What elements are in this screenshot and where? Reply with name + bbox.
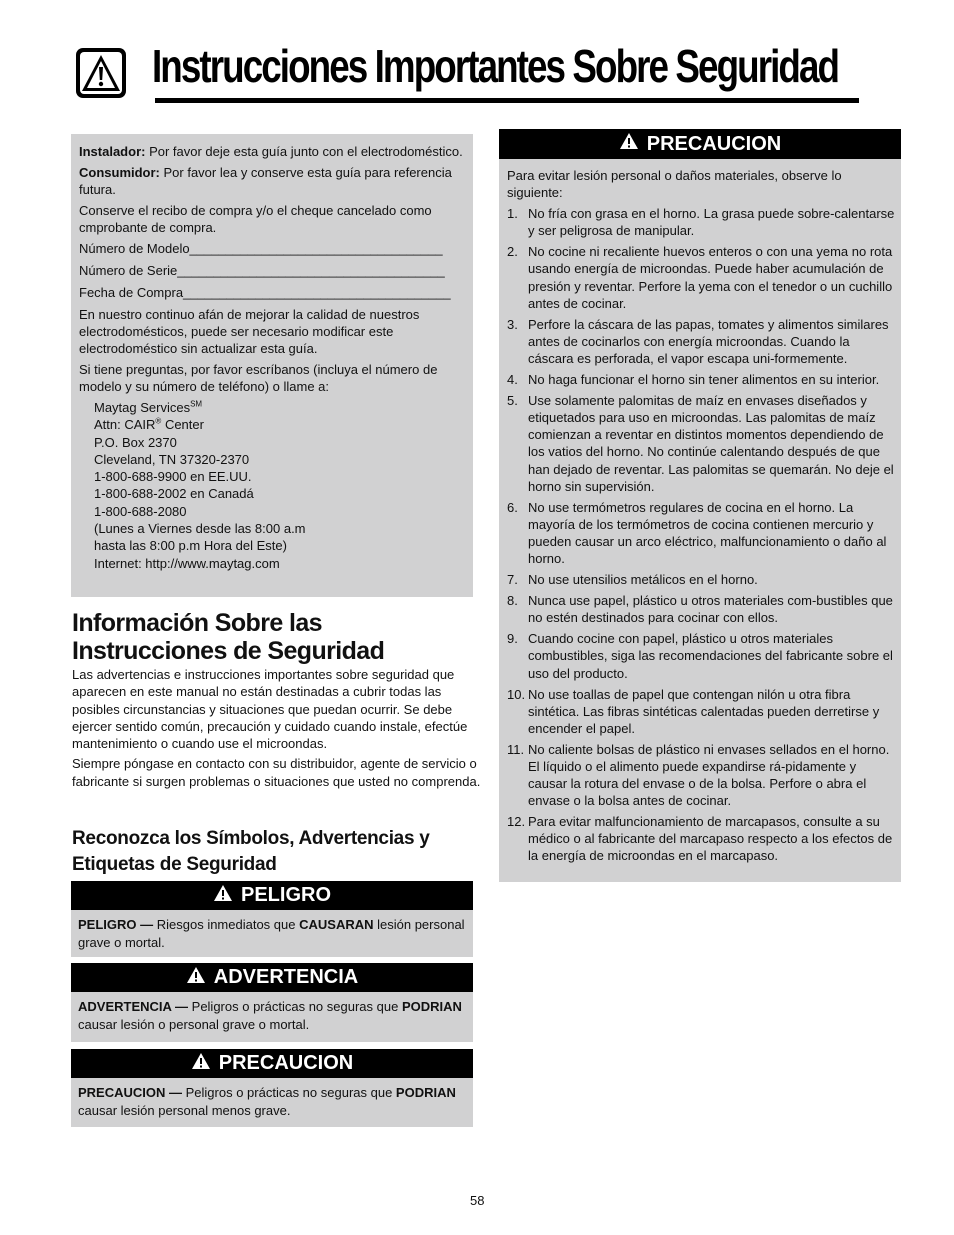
list-item — [507, 371, 895, 388]
list-item-text: No haga funcionar el horno sin tener alimentos en su interior. — [528, 372, 880, 388]
installer-note: Instalador: Por favor deje esta guía junto con el electrodoméstico. — [79, 144, 463, 159]
warning-icon — [619, 132, 639, 156]
list-item-text: Cuando cocine con papel, plástico u otros materiales combustibles, siga las recomendaciones del fabricante sobre el uso del producto. — [528, 631, 893, 681]
list-item-number: 9. — [507, 631, 518, 647]
list-item — [507, 499, 895, 567]
list-item — [507, 813, 895, 864]
list-item-number: 1. — [507, 206, 518, 222]
page-number: 58 — [470, 1193, 485, 1208]
list-item — [507, 630, 895, 681]
list-item-text: No cocine ni recaliente huevos enteros o con una yema no rota usando energía de microondas. Puede haber acumulación de presión y reventar. Perfore la yema con el tenedor o un cuchillo antes de cocinar. — [528, 244, 893, 311]
receipt-note: Conserve el recibo de compra y/o el cheque cancelado como cmprobante de compra. — [79, 203, 432, 235]
consumer-note: Consumidor: Por favor lea y conserve esta guía para referencia futura. — [79, 165, 452, 197]
list-item-text: No use termómetros regulares de cocina en el horno. La mayoría de los termómetros de cocina contienen mercurio y pueden causar un arco eléctrico, malfuncionamiento o daño al horno. — [528, 499, 887, 566]
info-heading: Información Sobre las Instrucciones de Seguridad — [72, 609, 385, 665]
improvement-note: En nuestro continuo afán de mejorar la calidad de nuestros electrodomésticos, puede ser necesario modificar este electrodoméstico sin actualizar esta guía. — [79, 307, 420, 356]
questions-note: Si tiene preguntas, por favor escríbanos (incluya el número de modelo y su número de teléfono) o llame a: — [79, 362, 438, 394]
page-title: Instrucciones Importantes Sobre Seguridad — [152, 40, 839, 92]
list-item-number: 6. — [507, 499, 518, 515]
list-item-number: 3. — [507, 316, 518, 332]
list-item — [507, 392, 895, 495]
danger-signal-box: PELIGRO PELIGRO — Riesgos inmediatos que CAUSARAN lesión personal grave o mortal. — [71, 881, 473, 957]
list-item-number: 8. — [507, 593, 518, 609]
list-item — [507, 592, 895, 626]
list-item-text: Nunca use papel, plástico u otros materiales com-bustibles que no estén destinados para cocinar con ellos. — [528, 593, 893, 626]
model-number-field: Número de Modelo___________________________________ — [79, 241, 443, 256]
warning-icon — [191, 1052, 211, 1076]
caution-signal-box: PRECAUCION PRECAUCION — Peligros o prácticas no seguras que PODRIAN causar lesión personal menos grave. — [71, 1049, 473, 1127]
list-item-number: 4. — [507, 372, 518, 388]
phone-other: 1-800-688-2080 — [94, 503, 187, 519]
list-item — [507, 316, 895, 367]
list-item-text: No fría con grasa en el horno. La grasa puede sobre-calentarse y ser peligrosa de manipular. — [528, 206, 895, 239]
installer-info-box — [71, 134, 473, 597]
list-item-number: 5. — [507, 393, 518, 409]
internet-address: Internet: http://www.maytag.com — [94, 555, 280, 571]
list-item — [507, 686, 895, 737]
warning-icon — [213, 884, 233, 908]
precaution-list — [507, 205, 895, 864]
list-item-number: 2. — [507, 244, 518, 260]
list-item — [507, 243, 895, 311]
list-item-text: Use solamente palomitas de maíz en envases diseñados y etiquetados para uso en microondas. Las palomitas de maíz comienzan a reventar en distintos momentos dependiendo de los vatios del horno. No continúe calentando después de que han dejado de reventar. Las palomitas se quemarán. No deje el horno sin supervisión. — [528, 393, 894, 494]
warning-signal-box: ADVERTENCIA ADVERTENCIA — Peligros o prácticas no seguras que PODRIAN causar lesión o personal grave o mortal. — [71, 963, 473, 1042]
precaution-list-box: PRECAUCION Para evitar lesión personal o daños materiales, observe lo siguiente: 1. No fría con grasa en el horno. La grasa puede sobre-calentarse y ser peligrosa de manipular. 2. No cocine ni recaliente huevos enteros o con una yema no rota usando energía de microondas. Puede haber acumulación de presión y reventar. Perfore la yema con el tenedor o un cuchillo antes de cocinar. 3. Perfore la cáscara de las papas, tomates y alimentos similares antes de cocinarlos con energía microondas. Cuando la cáscara es perforada, el vapor escapa uni-formemente. 4. No haga funcionar el horno sin tener alimentos en su interior. 5. Use solamente palomitas de maíz en envases diseñados y etiquetados para uso en microondas. Las palomitas de maíz comienzan a reventar en distintos momentos dependiendo de los vatios del horno. No continúe calentando después de que han dejado de reventar. Las palomitas se quemarán. No deje el horno sin supervisión. 6. No use termómetros regulares de cocina en el horno. La mayoría de los termómetros de cocina contienen mercurio y pueden causar un arco eléctrico, malfuncionamiento o daño al horno. 7. No use utensilios metálicos en el horno. 8. Nunca use papel, plástico u otros materiales com-bustibles que no estén destinados para cocinar con ellos. 9. Cuando cocine con papel, plástico u otros materiales combustibles, siga las recomendaciones del fabricante sobre el uso del producto. 10. No use toallas de papel que contengan nilón u otra fibra sintética. Las fibras sintéticas calentadas pueden derretirse y encender el papel. 11. No caliente bolsas de plástico ni envases sellados en el horno. El líquido o el alimento puede expandirse rá-pidamente y causar la rotura del envase o de la bolsa. Perfore o abra el envase o la bolsa antes de cocinar. 12. Para evitar malfuncionamiento de marcapasos, consulte a su médico o al fabricante del marcapaso respecto a los efectos de la energía de microondas en el marcapaso. — [499, 129, 901, 882]
list-item-number: 11. — [507, 741, 525, 757]
list-item-text: No caliente bolsas de plástico ni envases sellados en el horno. El líquido o el alimento puede expandirse rá-pidamente y causar la rotura del envase o de la bolsa. Perfore o abra el envase o la bolsa antes de cocinar. — [528, 741, 890, 809]
list-item-text: Para evitar malfuncionamiento de marcapasos, consulte a su médico o al fabricante del marcapaso respecto a los efectos de la energía de microondas en el marcapaso. — [528, 814, 893, 864]
list-item-text: No use utensilios metálicos en el horno. — [528, 572, 758, 588]
list-item — [507, 205, 895, 239]
phone-us: 1-800-688-9900 en EE.UU. — [94, 469, 252, 485]
warning-icon — [186, 966, 206, 990]
phone-canada: 1-800-688-2002 en Canadá — [94, 486, 254, 502]
list-item-text: No use toallas de papel que contengan nilón u otra fibra sintética. Las fibras sintéticas calentadas pueden derretirse y encender el papel. — [528, 686, 880, 736]
serial-number-field: Número de Serie_____________________________________ — [79, 263, 445, 278]
precaution-intro: Para evitar lesión personal o daños materiales, observe lo siguiente: — [507, 168, 842, 201]
symbols-heading: Reconozca los Símbolos, Advertencias y Etiquetas de Seguridad — [72, 828, 430, 875]
contact-address: Maytag Services℠ Attn: CAIR® Center P.O. Box 2370 Cleveland, TN 37320-2370 1-800-688-9900 en EE.UU. 1-800-688-2002 en Canadá 1-800-688-2080 (Lunes a Viernes desde las 8:00 a.m hasta las 8:00 p.m Hora del Este) Internet: http://www.maytag.com — [79, 399, 465, 572]
list-item — [507, 571, 895, 588]
list-item-number: 10. — [507, 686, 526, 702]
purchase-date-field: Fecha de Compra_____________________________________ — [79, 285, 451, 300]
list-item-text: Perfore la cáscara de las papas, tomates y alimentos similares antes de cocinarlos con energía microondas. Cuando la cáscara es perforada, el vapor escapa uni-formemente. — [528, 316, 889, 366]
warning-icon — [74, 46, 128, 100]
list-item-number: 12. — [507, 814, 526, 830]
title-rule — [155, 98, 859, 103]
info-body: Las advertencias e instrucciones importantes sobre seguridad que aparecen en este manual no están destinadas a cubrir todas las posibles circunstancias y situaciones que puedan ocurrir. Se debe ejercer sentido común, precaución y cuidado cuando instale, efectúe mantenimiento o cuando use el microondas. Siempre póngase en contacto con su distribuidor, agente de servicio o fabricante si surgen problemas o situaciones que usted no comprenda. — [72, 667, 481, 789]
list-item — [507, 741, 895, 809]
list-item-number: 7. — [507, 572, 518, 588]
